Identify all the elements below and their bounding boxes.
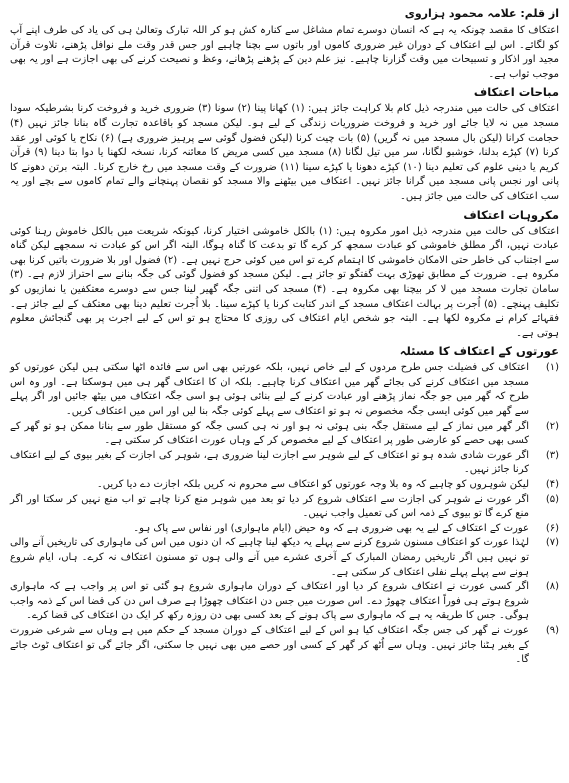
item-number: (۷) — [545, 537, 559, 549]
list-item — [10, 478, 559, 493]
item-number: (۴) — [545, 479, 559, 491]
item-number: (۶) — [545, 522, 559, 534]
item-text: اگر عورت نے شوہر کی اجازت سے اعتکاف شروع کر دیا تو بعد میں شوہر منع کرنا چاہے تو اب منع نہیں کر سکتا اور اگر منع کرے گا تو بیوی کے ذمہ اس کی تعمیل واجب نہیں۔ — [10, 493, 529, 520]
list-item — [10, 580, 559, 624]
item-number: (۲) — [545, 420, 559, 432]
makroohat-paragraph: اعتکاف کی حالت میں مندرجہ ذیل امور مکروہ ہیں: (۱) بالکل خاموشی اختیار کرنا، کیونکہ شریعت میں بالکل خاموش رہنا کوئی عبادت نہیں، اگر مطلق خاموشی کو عبادت سمجھ کر کرے گا تو بدعت کا گناہ ہوگا، البتہ اگر اس کو عبادت نہ سمجھے لیکن گناہ سے اجتناب کی خاطر حتی الامکان خاموشی کا اہتمام کرے تو اس میں کوئی حرج نہیں ہے۔ (۲) فضول اور بلا ضرورت باتیں کرنا بھی مکروہ ہے۔ ضرورت کے مطابق تھوڑی بہت گفتگو تو جائز ہے۔ لیکن مسجد کو فضول گوئی کی جگہ بنانے سے احتراز لازم ہے۔ (۳) سامان تجارت مسجد میں لا کر بیچنا بھی مکروہ ہے۔ (۴) مسجد کی اتنی جگہ گھیر لینا جس سے دوسرے معتکفین یا نمازیوں کو تکلیف پہنچے۔ (۵) اُجرت پر بہالت اعتکاف مسجد کے اندر کتابت کرنا یا کپڑے سینا۔ بلا اُجرت تعلیم دینا بھی معتکف کے لیے جائز ہے۔ فقہائے کرام نے مکروہ لکھا ہے۔ البتہ جو شخص ایام اعتکاف کی روزی کا محتاج ہو تو اس کے لیے اجرت پر بھی گنجائش معلوم ہوتی ہے۔ — [10, 225, 559, 339]
item-number: (۸) — [545, 581, 559, 593]
item-number: (۹) — [545, 624, 559, 636]
list-item — [10, 449, 559, 478]
item-text: اگر گھر میں نماز کے لیے مستقل جگہ بنی ہوئی نہ ہو اور نہ ہی کسی جگہ کو مستقل طور سے بنانا ممکن ہو تو گھر کے کسی بھی حصے کو عارضی طور پر اعتکاف کے لیے مخصوص کر کے وہاں عورت اعتکاف کر سکتی ہے۔ — [10, 420, 529, 447]
section-heading-mubahat: مباحات اعتکاف — [473, 85, 559, 100]
item-text: لہٰذا عورت کو اعتکاف مسنون شروع کرنے سے پہلے یہ دیکھ لینا چاہیے کہ ان دنوں میں اس کی ماہواری کی تاریخیں آنے والی تو نہیں ہیں اگر تاریخیں رمضان المبارک کے آخری عشرے میں آنے والی ہوں تو مسنون اعتکاف نہ کرے۔ ہاں، ایام شروع ہونے سے پہلے پہلے نفلی اعتکاف کر سکتی ہے۔ — [10, 537, 529, 578]
list-item — [10, 522, 559, 537]
item-text: عورت نے گھر کی جس جگہ اعتکاف کیا ہو اس کے لیے اعتکاف کے دوران مسجد کے حکم میں ہے وہاں سے شرعی ضرورت کے بغیر ہٹنا جائز نہیں۔ وہاں سے اُٹھ کر گھر کے کسی اور حصے میں بھی نہیں جا سکتی، اگر جائے گی تو اعتکاف ٹوٹ جائے گا۔ — [10, 624, 529, 666]
item-text: اگر عورت شادی شدہ ہو تو اعتکاف کے لیے شوہر سے اجازت لینا ضروری ہے، شوہر کی اجازت کے بغیر بیوی کے لیے اعتکاف کرنا جائز نہیں۔ — [10, 449, 529, 476]
item-text: اگر کسی عورت نے اعتکاف شروع کر دیا اور اعتکاف کے دوران ماہواری شروع ہو گئی تو اس پر واجب ہے کہ ماہواری شروع ہوتے ہی فوراً اعتکاف چھوڑ دے۔ اس صورت میں جس دن اعتکاف چھوڑا ہے صرف اس دن کی قضا اس کے ذمہ واجب ہوگی۔ جس کا طریقہ یہ ہے کہ ماہواری سے پاک ہونے کے بعد کسی بھی دن روزہ رکھ کر ایک دن اعتکاف کی قضا کرے۔ — [10, 581, 529, 622]
list-item — [10, 536, 559, 580]
intro-paragraph: اعتکاف کا مقصد چونکہ یہ ہے کہ انسان دوسرے تمام مشاغل سے کنارہ کش ہو کر اللہ تبارک وتعالیٰ ہی کی یاد کی طرف اپنے آپ کو لگائے۔ اس لیے اعتکاف کے دوران غیر ضروری کاموں اور باتوں سے بچنا چاہیے اور جس قدر وقت ملے نوافل پڑھنے، تلاوت قرآن مجید اور اذکار و تسبیحات میں وقت گزارنا چاہیے۔ نیز علم دین کے پڑھنے پڑھانے، وعظ و نصیحت کرنے کی بھی اجازت ہے اور یہ بھی موجب ثواب ہے۔ — [10, 25, 559, 80]
section-heading-makroohat: مکروہات اعتکاف — [463, 207, 559, 222]
author-line: از قلم: علامہ محمود ہزاروی — [404, 7, 559, 20]
section-heading-women: عورتوں کے اعتکاف کا مسئلہ — [399, 344, 559, 359]
list-item — [10, 624, 559, 668]
list-item — [10, 361, 559, 419]
item-number: (۵) — [545, 493, 559, 505]
item-text: لیکن شوہروں کو چاہیے کہ وہ بلا وجہ عورتوں کو اعتکاف سے محروم نہ کریں بلکہ اجازت دے دیا کریں۔ — [96, 479, 529, 491]
list-item — [10, 493, 559, 522]
item-number: (۳) — [545, 449, 559, 461]
mubahat-paragraph: اعتکاف کی حالت میں مندرجہ ذیل کام بلا کراہت جائز ہیں: (۱) کھانا پینا (۲) سونا (۳) ضروری خرید و فروخت کرنا بشرطیکہ سودا مسجد میں نہ لایا جائے اور خرید و فروخت ضروریات زندگی کے لیے ہو۔ لیکن مسجد کو باقاعدہ تجارت گاہ بنانا جائز نہیں (۴) حجامت کرانا (لیکن بال مسجد میں نہ گریں) (۵) بات چیت کرنا (لیکن فضول گوئی سے پرہیز ضروری ہے) (۶) نکاح یا کوئی اور عقد کرنا (۷) کپڑے بدلنا، خوشبو لگانا، سر میں تیل لگانا (۸) مسجد میں کسی مریض کا معائنہ کرنا، نسخہ لکھنا یا دوا بتا دینا (۹) قرآن کریم یا دینی علوم کی تعلیم دینا (۱۰) کپڑے دھونا یا کپڑے سینا (۱۱) ضرورت کے وقت مسجد میں رخ خارج کرنا۔ البتہ برتن دھونے کا پانی اور نجس پانی مسجد میں گرانا جائز نہیں۔ اعتکاف میں بیٹھنے والا مسجد کو نقصان پہنچانے والے تمام کاموں سے بچے اور یہ سب اعتکاف کی حالت میں جائز ہیں۔ — [10, 103, 559, 202]
item-text: اعتکاف کی فضیلت جس طرح مردوں کے لیے خاص نہیں، بلکہ عورتیں بھی اس سے فائدہ اٹھا سکتی ہیں لیکن عورتوں کو مسجد میں اعتکاف کرنے کی بجائے گھر میں اعتکاف کرنا چاہیے۔ بلکہ ان کا اعتکاف گھر ہی میں ہوسکتا ہے۔ اور وہ اس طرح کہ گھر میں جو جگہ نماز پڑھنے اور عبادت کرنے کے لیے بنائی ہوئی ہو اسی جگہ اعتکاف میں بیٹھ جائیں اور اگر پہلے سے گھر میں کوئی ایسی جگہ مخصوص نہ ہو تو اعتکاف سے پہلے کوئی جگہ بنا لیں اور اس میں اعتکاف کریں۔ — [10, 362, 529, 418]
list-item — [10, 420, 559, 449]
item-text: عورت کے اعتکاف کے لیے یہ بھی ضروری ہے کہ وہ حیض (ایام ماہواری) اور نفاس سے پاک ہو۔ — [133, 522, 529, 534]
item-number: (۱) — [545, 362, 559, 374]
